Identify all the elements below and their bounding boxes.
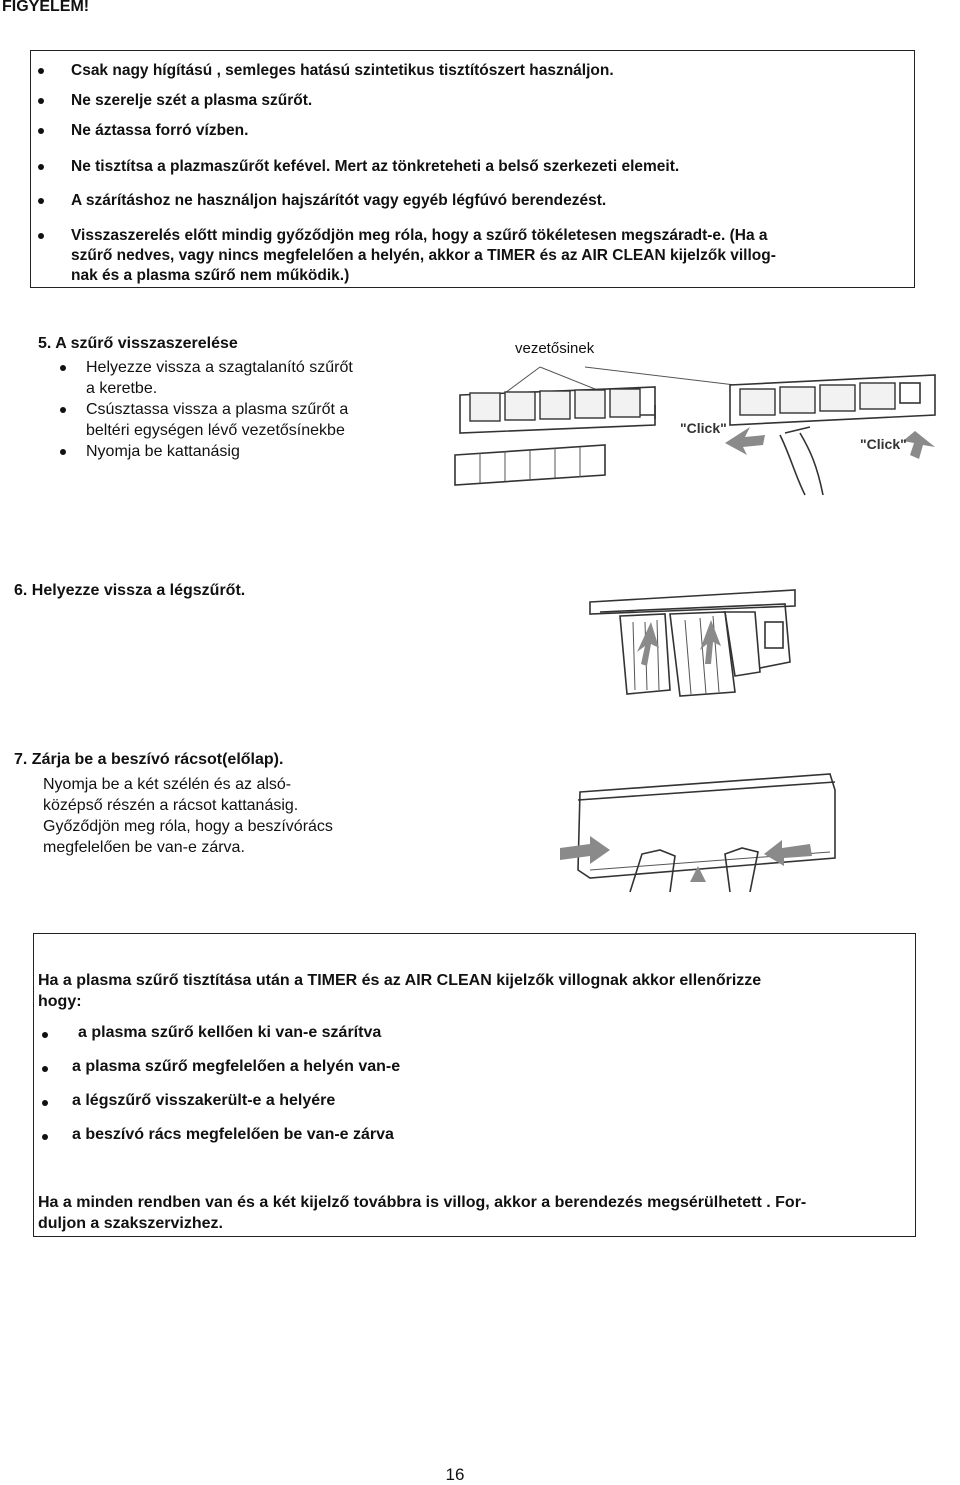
bullet-icon [38, 233, 44, 239]
warning-item: Ne szerelje szét a plasma szűrőt. [71, 91, 312, 111]
warning-last-line3: nak és a plasma szűrő nem működik.) [71, 267, 350, 284]
bullet-icon [60, 407, 66, 413]
filter-slot [740, 389, 775, 415]
bullet-icon [38, 164, 44, 170]
check-box [33, 933, 916, 1237]
bullet-icon [38, 68, 44, 74]
page-number: 16 [445, 1465, 465, 1484]
step7-line: Nyomja be a két szélén és az alsó- [43, 776, 292, 793]
filter-slot [780, 387, 815, 413]
check-item: a plasma szűrő megfelelően a helyén van-e [72, 1058, 400, 1076]
filter-slot [470, 393, 500, 421]
check-item: a plasma szűrő kellően ki van-e szárítva [78, 1024, 381, 1042]
step7-line: megfelelően be van-e zárva. [43, 839, 245, 856]
warning-item: Ne tisztítsa a plazmaszűrőt kefével. Mert az tönkreteheti a belső szerkezeti elemeit. [71, 157, 679, 177]
step6-illustration [585, 582, 805, 712]
step6-title: 6. Helyezze vissza a légszűrőt. [14, 582, 246, 599]
bullet-icon [60, 365, 66, 371]
bullet-icon [38, 98, 44, 104]
filter-slot [540, 391, 570, 419]
step7-text [43, 774, 388, 858]
check-intro [38, 970, 914, 1012]
bullet-icon [60, 449, 66, 455]
warning-item: Csak nagy hígítású , semleges hatású szintetikus tisztítószert használjon. [71, 61, 614, 81]
check-outro [38, 1192, 914, 1234]
check-intro-line1: Ha a plasma szűrő tisztítása után a TIMER és az AIR CLEAN kijelzők villognak akkor ellenőrizze [38, 972, 762, 989]
bullet-icon [42, 1100, 48, 1106]
bullet-icon [42, 1134, 48, 1140]
warning-last-line1: Visszaszerelés előtt mindig győződjön meg róla, hogy a szűrő tökéletesen megszáradt-e. (Ha a [71, 227, 768, 244]
click-label: "Click" [860, 436, 907, 452]
bullet-icon [38, 198, 44, 204]
push-arrow-icon [725, 427, 765, 455]
push-arrow-icon [903, 431, 935, 459]
bullet-icon [42, 1066, 48, 1072]
click-label: "Click" [680, 420, 727, 436]
push-arrow-icon [560, 836, 610, 864]
check-outro-line1: Ha a minden rendben van és a két kijelző továbbra is villog, akkor a berendezés megsérülhetett . For- [38, 1194, 807, 1211]
check-outro-line2: duljon a szakszervizhez. [38, 1215, 223, 1232]
warning-item: A szárításhoz ne használjon hajszárítót vagy egyéb légfúvó berendezést. [71, 191, 606, 211]
bullet-icon [42, 1032, 48, 1038]
step7-title: 7. Zárja be a beszívó rácsot(előlap). [14, 751, 284, 768]
filter-slot [820, 385, 855, 411]
check-intro-line2: hogy: [38, 993, 82, 1010]
step5-bullet: Nyomja be kattanásig [86, 441, 240, 462]
step7-line: középső részén a rácsot kattanásig. [43, 797, 299, 814]
step5-title: 5. A szűrő visszaszerelése [38, 335, 238, 352]
step5-bullet: Csúsztassa vissza a plasma szűrőt a beltéri egységen lévő vezetősínekbe [86, 399, 348, 441]
warning-item: Ne áztassa forró vízben. [71, 121, 248, 141]
filter-slot [505, 392, 535, 420]
filter-slot [860, 383, 895, 409]
bullet-icon [38, 128, 44, 134]
warning-item-last [71, 226, 909, 286]
filter-slot [575, 390, 605, 418]
warning-box [30, 50, 915, 288]
step5-bullet: Helyezze vissza a szagtalanító szűrőt a keretbe. [86, 357, 353, 399]
warning-title: FIGYELEM! [2, 0, 90, 15]
up-arrow-icon [637, 622, 659, 666]
check-item: a légszűrő visszakerült-e a helyére [72, 1092, 335, 1110]
guide-rail-label: vezetősinek [515, 340, 595, 357]
warning-last-line2: szűrő nedves, vagy nincs megfelelően a helyén, akkor a TIMER és az AIR CLEAN kijelzők villog- [71, 247, 776, 264]
step7-illustration [560, 770, 850, 895]
step7-line: Győződjön meg róla, hogy a beszívórács [43, 818, 333, 835]
filter-slot [610, 389, 640, 417]
check-item: a beszívó rács megfelelően be van-e zárva [72, 1126, 394, 1144]
